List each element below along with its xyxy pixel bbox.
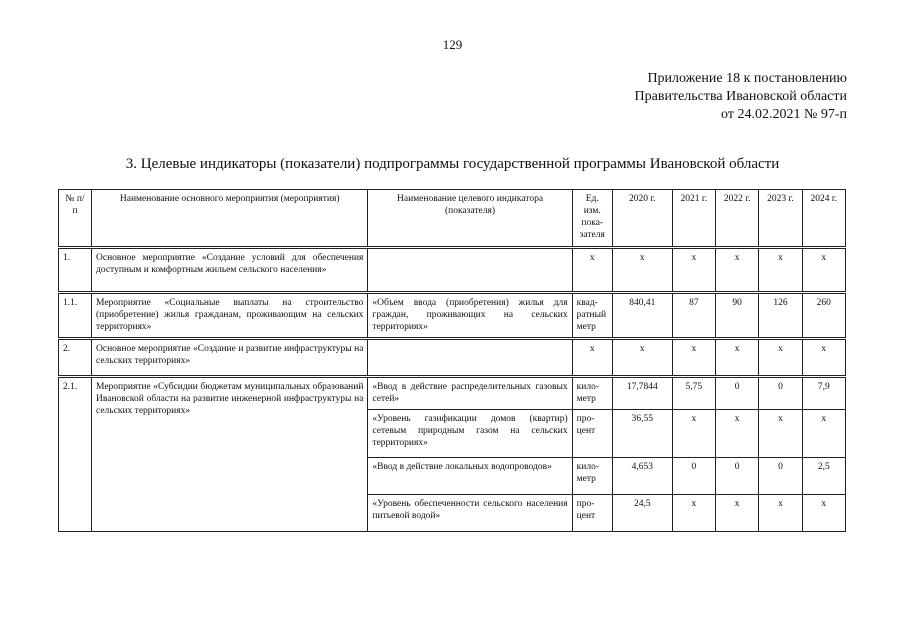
cell-indicator: «Ввод в действие распределительных газовых сетей» xyxy=(368,377,572,410)
cell-2022: 0 xyxy=(715,377,758,410)
cell-num: 2. xyxy=(59,339,92,377)
cell-unit: кило-метр xyxy=(572,377,612,410)
header-unit: Ед. изм. пока-зателя xyxy=(572,190,612,248)
table-row xyxy=(59,293,846,339)
table-header-row xyxy=(59,190,846,248)
cell-activity: Мероприятие «Субсидии бюджетам муниципальных образований Ивановской области на развитие инженерной инфраструктуры на сельских территориях» xyxy=(92,377,368,532)
cell-2020: 24,5 xyxy=(612,495,672,532)
cell-2023: 0 xyxy=(759,458,802,495)
indicators-table xyxy=(58,189,846,532)
header-2022: 2022 г. xyxy=(715,190,758,248)
cell-indicator: «Объем ввода (приобретения) жилья для граждан, проживающих на сельских территориях» xyxy=(368,293,572,339)
cell-2020: х xyxy=(612,248,672,293)
cell-2022: 0 xyxy=(715,458,758,495)
appendix-header xyxy=(635,70,847,124)
table-row xyxy=(59,248,846,293)
cell-2022: 90 xyxy=(715,293,758,339)
cell-2021: х xyxy=(672,339,715,377)
header-2024: 2024 г. xyxy=(802,190,845,248)
cell-2020: 36,55 xyxy=(612,410,672,458)
cell-2022: х xyxy=(715,248,758,293)
section-title: 3. Целевые индикаторы (показатели) подпрограммы государственной программы Ивановской области xyxy=(125,156,780,172)
cell-2021: х xyxy=(672,495,715,532)
cell-2021: х xyxy=(672,248,715,293)
cell-2023: 126 xyxy=(759,293,802,339)
cell-activity: Основное мероприятие «Создание условий для обеспечения доступным и комфортным жильем сельского населения» xyxy=(92,248,368,293)
header-2021: 2021 г. xyxy=(672,190,715,248)
appendix-line-2: Правительства Ивановской области xyxy=(634,89,847,104)
cell-2023: х xyxy=(759,339,802,377)
header-2023: 2023 г. xyxy=(759,190,802,248)
cell-2021: х xyxy=(672,410,715,458)
cell-2024: х xyxy=(802,339,845,377)
cell-2020: х xyxy=(612,339,672,377)
cell-2024: х xyxy=(802,495,845,532)
cell-2020: 4,653 xyxy=(612,458,672,495)
cell-2020: 840,41 xyxy=(612,293,672,339)
cell-2021: 87 xyxy=(672,293,715,339)
cell-2022: х xyxy=(715,495,758,532)
cell-unit: х xyxy=(572,339,612,377)
page-number: 129 xyxy=(442,37,463,52)
cell-unit: х xyxy=(572,248,612,293)
cell-activity: Основное мероприятие «Создание и развитие инфраструктуры на сельских территориях» xyxy=(92,339,368,377)
cell-2024: х xyxy=(802,410,845,458)
header-num: № п/п xyxy=(59,190,92,248)
table-row xyxy=(59,339,846,377)
cell-indicator xyxy=(368,248,572,293)
cell-activity: Мероприятие «Социальные выплаты на строительство (приобретение) жилья гражданам, проживающим на сельских территориях» xyxy=(92,293,368,339)
cell-2023: х xyxy=(759,495,802,532)
cell-2023: х xyxy=(759,410,802,458)
cell-2021: 5,75 xyxy=(672,377,715,410)
cell-num: 1. xyxy=(59,248,92,293)
cell-indicator: «Уровень газификации домов (квартир) сетевым природным газом на сельских территориях» xyxy=(368,410,572,458)
cell-2024: 260 xyxy=(802,293,845,339)
cell-2024: 2,5 xyxy=(802,458,845,495)
cell-2020: 17,7844 xyxy=(612,377,672,410)
cell-unit: про-цент xyxy=(572,410,612,458)
cell-indicator xyxy=(368,339,572,377)
appendix-line-3: от 24.02.2021 № 97-п xyxy=(721,107,847,122)
cell-unit: кило-метр xyxy=(572,458,612,495)
table-row xyxy=(59,377,846,410)
cell-unit: про-цент xyxy=(572,495,612,532)
cell-num: 1.1. xyxy=(59,293,92,339)
cell-2022: х xyxy=(715,339,758,377)
header-2020: 2020 г. xyxy=(612,190,672,248)
header-indicator: Наименование целевого индикатора (показателя) xyxy=(368,190,572,248)
cell-2021: 0 xyxy=(672,458,715,495)
cell-2024: 7,9 xyxy=(802,377,845,410)
cell-2024: х xyxy=(802,248,845,293)
cell-2023: х xyxy=(759,248,802,293)
header-activity: Наименование основного мероприятия (мероприятия) xyxy=(92,190,368,248)
cell-2023: 0 xyxy=(759,377,802,410)
cell-unit: квад-ратный метр xyxy=(572,293,612,339)
cell-num: 2.1. xyxy=(59,377,92,532)
appendix-line-1: Приложение 18 к постановлению xyxy=(647,71,847,86)
cell-indicator: «Уровень обеспеченности сельского населения питьевой водой» xyxy=(368,495,572,532)
cell-indicator: «Ввод в действие локальных водопроводов» xyxy=(368,458,572,495)
cell-2022: х xyxy=(715,410,758,458)
